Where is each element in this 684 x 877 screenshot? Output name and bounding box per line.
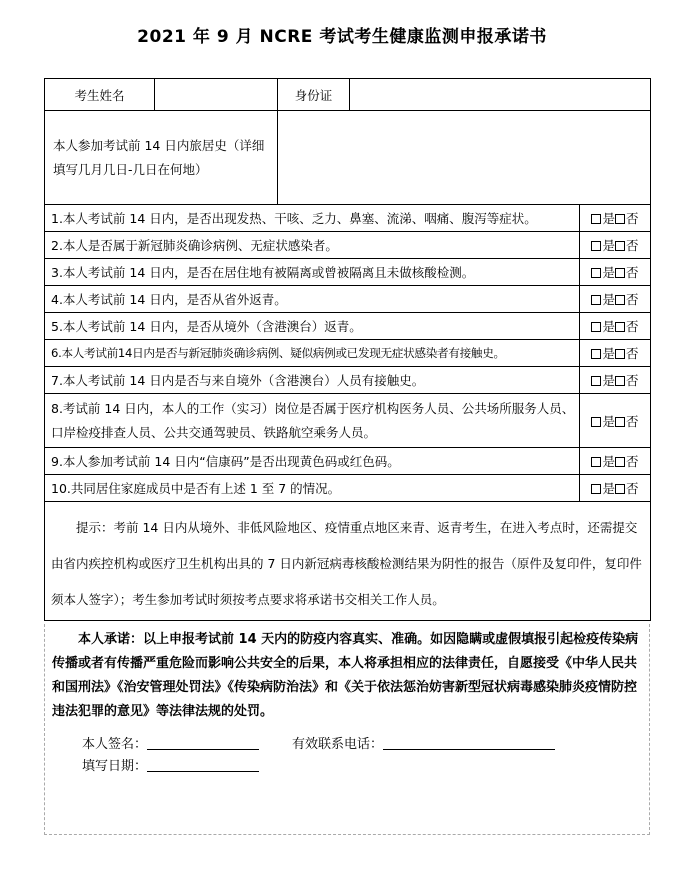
yes-no-option-9[interactable]: 是 否 [580, 448, 651, 475]
yes-no-option-2[interactable]: 是 否 [580, 232, 651, 259]
checkbox-no[interactable] [615, 484, 625, 494]
checkbox-no[interactable] [615, 322, 625, 332]
question-2: 2.本人是否属于新冠肺炎确诊病例、无症状感染者。 [45, 232, 580, 259]
phone-field[interactable] [383, 735, 555, 750]
health-declaration-table [44, 78, 651, 621]
pledge-text: 本人承诺：以上申报考试前 14 天内的防疫内容真实、准确。如因隐瞒或虚假填报引起检疫传染病传播或者有传播严重危险而影响公共安全的后果，本人将承担相应的法律责任，自愿接受《中华人民共和国刑法》《治安管理处罚法》《传染病防治法》和《关于依法惩治妨害新型冠状病毒感染肺炎疫情防控违法犯罪的意见》等法律法规的处罚。 [52, 632, 639, 719]
checkbox-yes[interactable] [591, 484, 601, 494]
date-row [82, 755, 259, 774]
question-8: 8.考试前 14 日内，本人的工作（实习）岗位是否属于医疗机构医务人员、公共场所服务人员、口岸检疫排查人员、公共交通驾驶员、铁路航空乘务人员。 [45, 394, 580, 448]
yes-no-option-6[interactable]: 是 否 [580, 340, 651, 367]
checkbox-no[interactable] [615, 417, 625, 427]
question-9: 9.本人参加考试前 14 日内“信康码”是否出现黄色码或红色码。 [45, 448, 580, 475]
signature-label: 本人签名： [82, 737, 148, 752]
phone-row [292, 733, 555, 752]
yes-no-option-5[interactable]: 是 否 [580, 313, 651, 340]
date-label: 填写日期： [82, 759, 148, 774]
signature-row [82, 733, 259, 752]
checkbox-yes[interactable] [591, 349, 601, 359]
checkbox-yes[interactable] [591, 241, 601, 251]
checkbox-yes[interactable] [591, 295, 601, 305]
question-5: 5.本人考试前 14 日内，是否从境外（含港澳台）返青。 [45, 313, 580, 340]
signature-field[interactable] [147, 735, 259, 750]
checkbox-yes[interactable] [591, 457, 601, 467]
checkbox-no[interactable] [615, 457, 625, 467]
question-3: 3.本人考试前 14 日内，是否在居住地有被隔离或曾被隔离且未做核酸检测。 [45, 259, 580, 286]
id-label: 身份证 [278, 79, 350, 111]
yes-no-option-8[interactable]: 是 否 [580, 394, 651, 448]
question-4: 4.本人考试前 14 日内，是否从省外返青。 [45, 286, 580, 313]
question-10: 10.共同居住家庭成员中是否有上述 1 至 7 的情况。 [45, 475, 580, 502]
tip-notice: 提示：考前 14 日内从境外、非低风险地区、疫情重点地区来青、返青考生，在进入考点时，还需提交由省内疾控机构或医疗卫生机构出具的 7 日内新冠病毒核酸检测结果为阴性的报告（原件及复印件，复印件须本人签字）；考生参加考试时须按考点要求将承诺书交相关工作人员。 [45, 502, 651, 621]
yes-no-option-7[interactable]: 是 否 [580, 367, 651, 394]
checkbox-yes[interactable] [591, 322, 601, 332]
yes-no-option-3[interactable]: 是 否 [580, 259, 651, 286]
yes-no-option-1[interactable]: 是 否 [580, 205, 651, 232]
checkbox-no[interactable] [615, 268, 625, 278]
document-title: 2021 年 9 月 NCRE 考试考生健康监测申报承诺书 [137, 27, 547, 47]
travel-history-label: 本人参加考试前 14 日内旅居史（详细填写几月几日-几日在何地） [45, 111, 278, 205]
checkbox-no[interactable] [615, 295, 625, 305]
checkbox-yes[interactable] [591, 214, 601, 224]
checkbox-yes[interactable] [591, 417, 601, 427]
question-1: 1.本人考试前 14 日内，是否出现发热、干咳、乏力、鼻塞、流涕、咽痛、腹泻等症状。 [45, 205, 580, 232]
yes-no-option-10[interactable]: 是 否 [580, 475, 651, 502]
phone-label: 有效联系电话： [292, 737, 384, 752]
date-field[interactable] [147, 757, 259, 772]
question-6: 6.本人考试前14日内是否与新冠肺炎确诊病例、疑似病例或已发现无症状感染者有接触史。 [45, 340, 580, 367]
travel-history-field[interactable] [278, 111, 651, 205]
checkbox-no[interactable] [615, 214, 625, 224]
question-7: 7.本人考试前 14 日内是否与来自境外（含港澳台）人员有接触史。 [45, 367, 580, 394]
name-label: 考生姓名 [45, 79, 155, 111]
checkbox-no[interactable] [615, 349, 625, 359]
name-field[interactable] [155, 79, 278, 111]
yes-no-option-4[interactable]: 是 否 [580, 286, 651, 313]
checkbox-no[interactable] [615, 376, 625, 386]
checkbox-yes[interactable] [591, 376, 601, 386]
checkbox-yes[interactable] [591, 268, 601, 278]
checkbox-no[interactable] [615, 241, 625, 251]
id-field[interactable] [350, 79, 651, 111]
